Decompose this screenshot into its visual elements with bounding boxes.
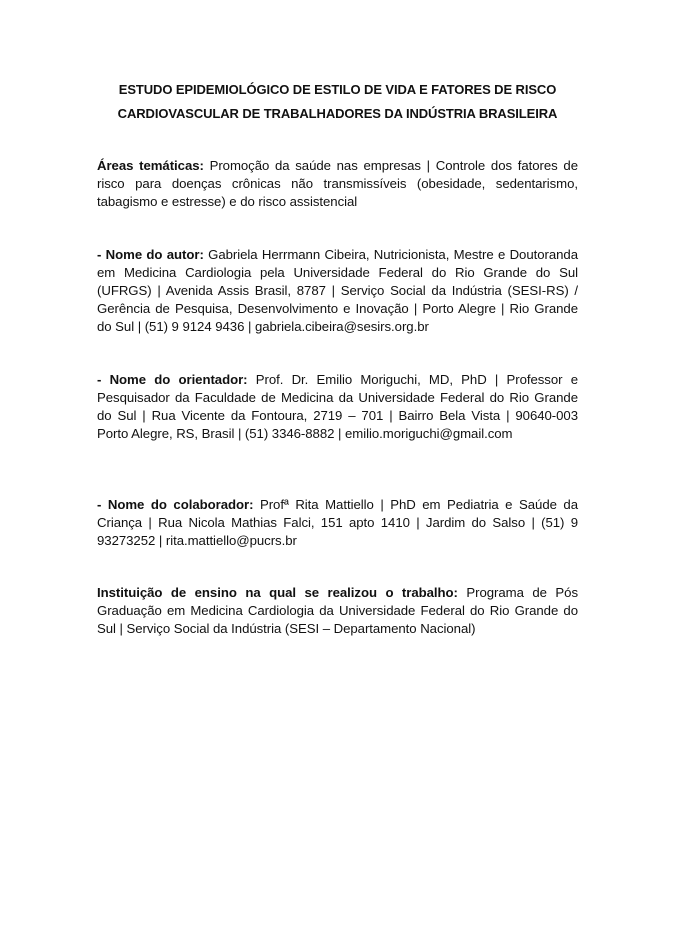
thematic-areas-label: Áreas temáticas:: [97, 158, 204, 173]
collaborator-label: - Nome do colaborador:: [97, 497, 254, 512]
institution-label: Instituição de ensino na qual se realizou o trabalho:: [97, 585, 458, 600]
advisor-text: Prof. Dr. Emilio Moriguchi, MD, PhD | Professor e Pesquisador da Faculdade de Medicina da Universidade Federal do Rio Grande do Sul | Rua Vicente da Fontoura, 2719 – 701 | Bairro Bela Vista | 90640-003 Porto Alegre, RS, Brasil | (51) 3346-8882 | emilio.moriguchi@gmail.com: [97, 372, 578, 441]
institution-section: [97, 584, 578, 638]
author-label: - Nome do autor:: [97, 247, 204, 262]
collaborator-section: [97, 496, 578, 550]
author-section: [97, 246, 578, 336]
institution-text: Programa de Pós Graduação em Medicina Cardiologia da Universidade Federal do Rio Grande do Sul | Serviço Social da Indústria (SESI – Departamento Nacional): [97, 585, 578, 636]
advisor-section: [97, 371, 578, 443]
advisor-label: - Nome do orientador:: [97, 372, 248, 387]
thematic-areas-text: Promoção da saúde nas empresas | Controle dos fatores de risco para doenças crônicas não transmissíveis (obesidade, sedentarismo, tabagismo e estresse) e do risco assistencial: [97, 158, 578, 209]
thematic-areas-section: [97, 157, 578, 211]
author-text: Gabriela Herrmann Cibeira, Nutricionista, Mestre e Doutoranda em Medicina Cardiologia pela Universidade Federal do Rio Grande do Sul (UFRGS) | Avenida Assis Brasil, 8787 | Serviço Social da Indústria (SESI-RS) / Gerência de Pesquisa, Desenvolvimento e Inovação | Porto Alegre | Rio Grande do Sul | (51) 9 9124 9436 | gabriela.cibeira@sesirs.org.br: [97, 247, 578, 334]
document-title: [97, 78, 578, 126]
title-line-1: ESTUDO EPIDEMIOLÓGICO DE ESTILO DE VIDA E FATORES DE RISCO: [118, 82, 557, 97]
title-line-2: CARDIOVASCULAR DE TRABALHADORES DA INDÚSTRIA BRASILEIRA: [117, 106, 558, 121]
collaborator-text: Profª Rita Mattiello | PhD em Pediatria e Saúde da Criança | Rua Nicola Mathias Falci, 151 apto 1410 | Jardim do Salso | (51) 9 93273252 | rita.mattiello@pucrs.br: [97, 497, 578, 548]
